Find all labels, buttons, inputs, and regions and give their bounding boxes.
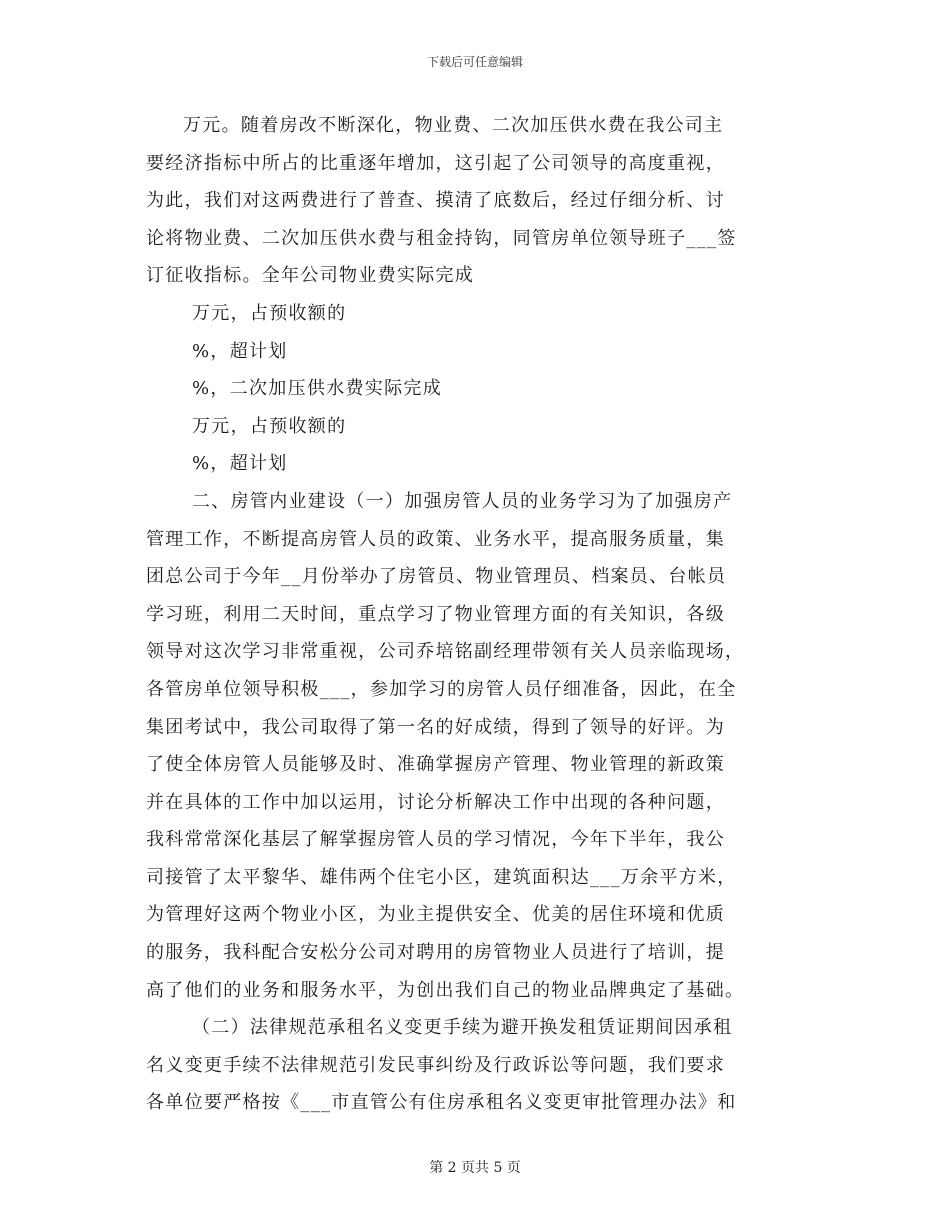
text-line: 各管房单位领导积极___，参加学习的房管人员仔细准备，因此，在全 bbox=[146, 678, 737, 700]
page-header: 下载后可任意编辑 bbox=[426, 55, 523, 69]
text-line: 为管理好这两个物业小区，为业主提供安全、优美的居住环境和优质 bbox=[146, 904, 725, 926]
text-line: 要经济指标中所占的比重逐年增加，这引起了公司领导的高度重视， bbox=[146, 152, 725, 174]
text-line: 各单位要严格按《___市直管公有住房承租名义变更审批管理办法》和 bbox=[146, 1092, 737, 1114]
text-line: 订征收指标。全年公司物业费实际完成 bbox=[146, 265, 475, 287]
text-line: 我科常常深化基层了解掌握房管人员的学习情况，今年下半年，我公 bbox=[146, 829, 725, 851]
text-line: 名义变更手续不法律规范引发民事纠纷及行政诉讼等问题，我们要求 bbox=[146, 1054, 725, 1076]
text-line: 司接管了太平黎华、雄伟两个住宅小区，建筑面积达___万余平方米， bbox=[146, 866, 737, 888]
text-line: 高了他们的业务和服务水平，为创出我们自己的物业品牌典定了基础。 bbox=[146, 979, 745, 1001]
text-line: %，二次加压供水费实际完成 bbox=[192, 378, 443, 400]
text-line: 论将物业费、二次加压供水费与租金持钩，同管房单位领导班子___签 bbox=[146, 227, 737, 249]
text-line: 并在具体的工作中加以运用，讨论分析解决工作中出现的各种问题， bbox=[146, 791, 725, 813]
document-body bbox=[146, 107, 811, 1122]
text-line: （二）法律规范承租名义变更手续为避开换发租赁证期间因承租 bbox=[192, 1017, 733, 1039]
text-line: 万元，占预收额的 bbox=[192, 415, 347, 437]
text-line: 领导对这次学习非常重视，公司乔培铭副经理带领有关人员亲临现场， bbox=[146, 641, 745, 663]
page-footer: 第 2 页共 5 页 bbox=[429, 1160, 521, 1176]
text-line: 的服务，我科配合安松分公司对聘用的房管物业人员进行了培训，提 bbox=[146, 942, 725, 964]
text-line: %，超计划 bbox=[192, 340, 288, 362]
text-line: 学习班，利用二天时间，重点学习了物业管理方面的有关知识，各级 bbox=[146, 603, 725, 625]
text-line: 了使全体房管人员能够及时、准确掌握房产管理、物业管理的新政策 bbox=[146, 754, 725, 776]
text-line: 万元。随着房改不断深化，物业费、二次加压供水费在我公司主 bbox=[183, 115, 724, 136]
text-line: 为此，我们对这两费进行了普查、摸清了底数后，经过仔细分析、讨 bbox=[146, 190, 725, 212]
text-line: 集团考试中，我公司取得了第一名的好成绩，得到了领导的好评。为 bbox=[146, 716, 725, 738]
text-line: 管理工作，不断提高房管人员的政策、业务水平，提高服务质量，集 bbox=[146, 528, 725, 550]
text-line: 万元，占预收额的 bbox=[192, 302, 347, 324]
text-line: %，超计划 bbox=[192, 453, 288, 475]
text-line: 二、房管内业建设（一）加强房管人员的业务学习为了加强房产 bbox=[192, 490, 733, 512]
text-line: 团总公司于今年__月份举办了房管员、物业管理员、档案员、台帐员 bbox=[146, 566, 727, 588]
